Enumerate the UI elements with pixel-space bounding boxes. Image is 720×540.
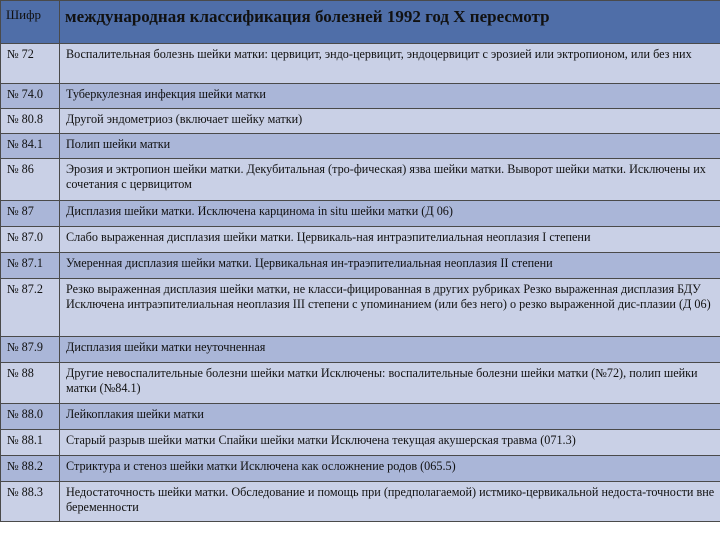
description-cell: Туберкулезная инфекция шейки матки — [60, 84, 720, 109]
header-row — [1, 1, 720, 44]
description-cell: Дисплазия шейки матки. Исключена карцинома in situ шейки матки (Д 06) — [60, 201, 720, 227]
code-cell: № 88.0 — [1, 404, 60, 430]
description-cell: Воспалительная болезнь шейки матки: цервицит, эндо-цервицит, эндоцервицит с эрозией или эктропионом, или без них — [60, 44, 720, 84]
code-cell: № 86 — [1, 159, 60, 201]
code-cell: № 87.1 — [1, 253, 60, 279]
description-cell: Другие невоспалительные болезни шейки матки Исключены: воспалительные болезни шейки матки (№72), полип шейки матки (№84.1) — [60, 363, 720, 404]
description-cell: Умеренная дисплазия шейки матки. Цервикальная ин-траэпителиальная неоплазия II степени — [60, 253, 720, 279]
table-row — [1, 134, 720, 159]
table-row — [1, 337, 720, 363]
description-cell: Слабо выраженная дисплазия шейки матки. Цервикаль-ная интраэпителиальная неоплазия I степени — [60, 227, 720, 253]
code-cell: № 88.2 — [1, 456, 60, 482]
table-row — [1, 363, 720, 404]
code-cell: № 87 — [1, 201, 60, 227]
table-row — [1, 279, 720, 337]
description-cell: Лейкоплакия шейки матки — [60, 404, 720, 430]
code-cell: № 80.8 — [1, 109, 60, 134]
table-row — [1, 482, 720, 522]
code-cell: № 87.0 — [1, 227, 60, 253]
code-cell: № 84.1 — [1, 134, 60, 159]
code-cell: № 74.0 — [1, 84, 60, 109]
table-row — [1, 456, 720, 482]
description-cell: Дисплазия шейки матки неуточненная — [60, 337, 720, 363]
description-cell: Недостаточность шейки матки. Обследование и помощь при (предполагаемой) истмико-цервикальной недоста-точности вне беременности — [60, 482, 720, 522]
table-row — [1, 159, 720, 201]
header-title-cell: международная классификация болезней 1992 год X пересмотр — [60, 1, 720, 44]
header-code-cell: Шифр — [1, 1, 60, 44]
table-row — [1, 44, 720, 84]
description-cell: Старый разрыв шейки матки Спайки шейки матки Исключена текущая акушерская травма (071.3) — [60, 430, 720, 456]
description-cell: Полип шейки матки — [60, 134, 720, 159]
description-cell: Эрозия и эктропион шейки матки. Декубитальная (тро-фическая) язва шейки матки. Выворот шейки матки. Исключены их сочетания с цервицитом — [60, 159, 720, 201]
code-cell: № 87.2 — [1, 279, 60, 337]
code-cell: № 88.1 — [1, 430, 60, 456]
table-row — [1, 253, 720, 279]
table-row — [1, 84, 720, 109]
table-row — [1, 109, 720, 134]
description-cell: Резко выраженная дисплазия шейки матки, не класси-фицированная в других рубриках Резко выраженная дисплазия БДУ Исключена интраэпителиальная неоплазия III степени с упоминанием (или без него) о резко выраженной дис-плазии (Д 06) — [60, 279, 720, 337]
table-row — [1, 404, 720, 430]
description-cell: Стриктура и стеноз шейки матки Исключена как осложнение родов (065.5) — [60, 456, 720, 482]
table-row — [1, 227, 720, 253]
table-row — [1, 201, 720, 227]
code-cell: № 87.9 — [1, 337, 60, 363]
code-cell: № 88 — [1, 363, 60, 404]
description-cell: Другой эндометриоз (включает шейку матки) — [60, 109, 720, 134]
code-cell: № 72 — [1, 44, 60, 84]
table-row — [1, 430, 720, 456]
code-cell: № 88.3 — [1, 482, 60, 522]
